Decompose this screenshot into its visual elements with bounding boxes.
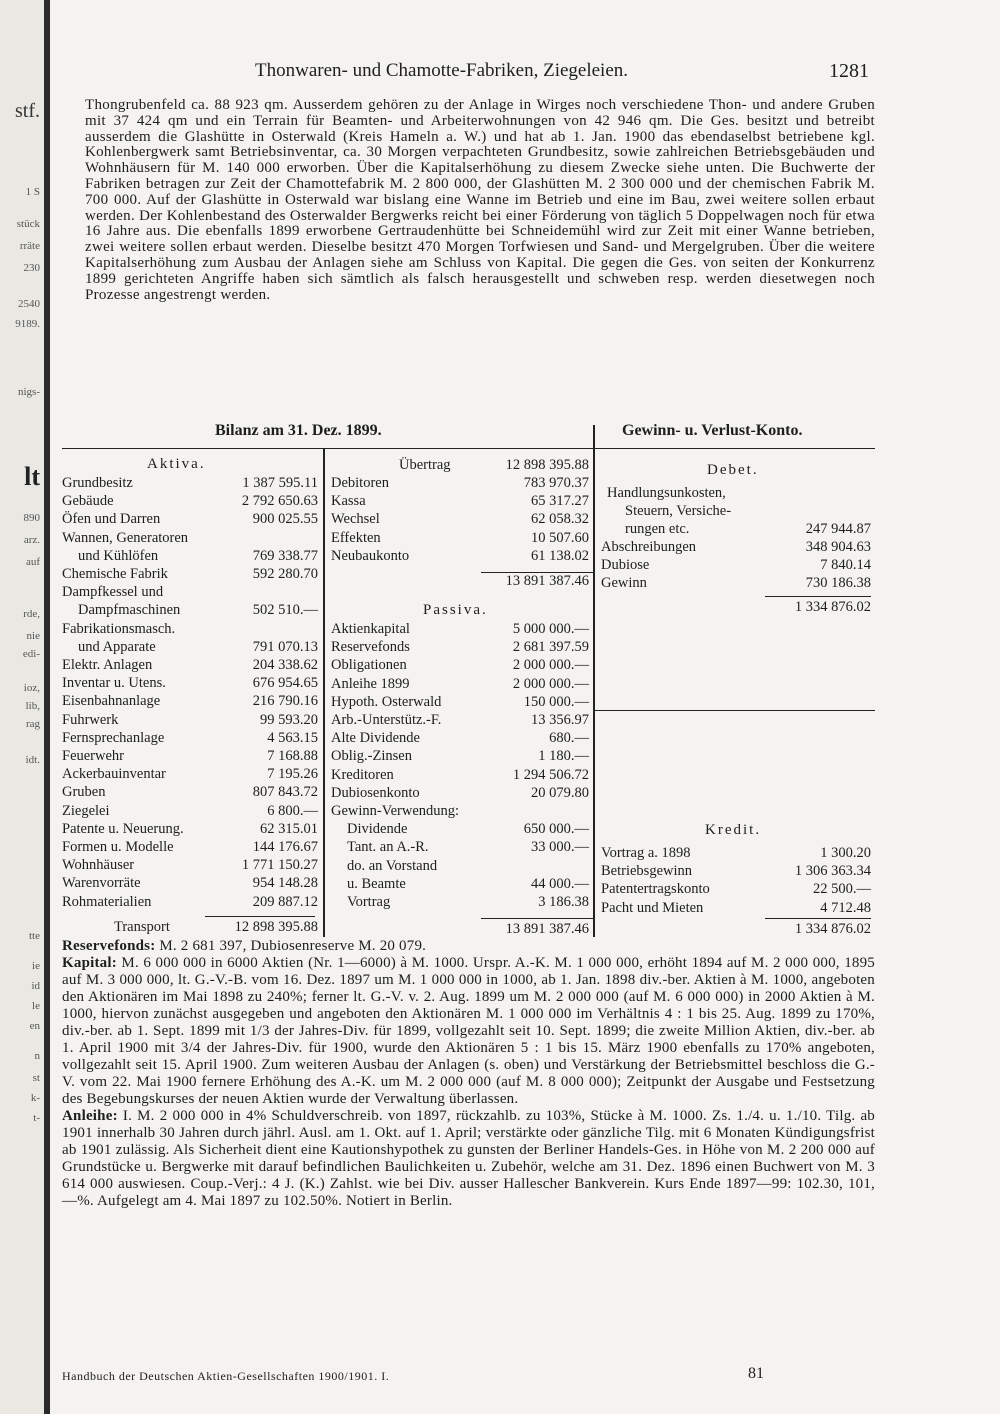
passiva-value: 5 000 000.— <box>512 621 589 637</box>
margin-fragment: 1 S <box>25 186 40 198</box>
margin-fragment: id <box>31 980 40 992</box>
aktiva-row <box>62 783 318 801</box>
anleihe-text: I. M. 2 000 000 in 4% Schuldverschreib. von 1897, rückzahlb. zu 103%, Stücke à M. 1000. Zs. 1./4. u. 1./10. Tilg. ab 1901 innerhalb 30 Jahren durch jährl. Ausl. am 1. Okt. auf 1. April; verstärkte oder gänzliche Tilg. mit 6 Monaten Kündigungsfrist ab 1901 zulässig. Als Sicherheit dient eine Kautionshypothek zu gunsten der Berliner Handels-Ges. in Höhe von M. 2 200 000 auf Grundstücke u. Bergwerke mit darauf befindlichen Baulichkeiten u. Zubehör, welche am 31. Dez. 1896 einen Buchwert von M. 3 614 000 auswiesen. Coup.-Verj.: 4 J. (K.) Zahlst. wie bei Div. ausser Hallescher Bankverein. Kurs Ende 1897—99: 102.30, 101, —%. Aufgelegt am 4. Mai 1897 zu 102.50%. Notiert in Berlin. <box>62 1108 875 1209</box>
guv-top-rule <box>593 448 875 449</box>
passiva-value: 33 000.— <box>531 839 589 856</box>
debet-row <box>601 574 871 592</box>
passiva-label: Hypoth. Osterwald <box>331 693 442 710</box>
aktiva-more-value: 61 138.02 <box>531 547 589 564</box>
aktiva-label: Patente u. Neuerung. <box>62 820 184 837</box>
aktiva-row <box>62 802 318 820</box>
kredit-row <box>601 880 871 898</box>
kredit-value: 1 306 363.34 <box>794 863 871 880</box>
passiva-row <box>331 747 589 765</box>
margin-fragment: nie <box>26 630 40 642</box>
aktiva-row <box>62 656 318 674</box>
passiva-label: Aktienkapital <box>331 621 410 637</box>
passiva-row <box>331 820 589 838</box>
aktiva-value: 99 593.20 <box>260 711 318 728</box>
margin-fragment: st <box>32 1072 40 1084</box>
kredit-row <box>601 899 871 917</box>
aktiva-value: 676 954.65 <box>252 675 318 692</box>
margin-fragment: 890 <box>23 512 40 524</box>
margin-fragment: auf <box>25 556 40 568</box>
passiva-row <box>331 638 589 656</box>
passiva-label: Arb.-Unterstütz.-F. <box>331 712 442 728</box>
aktiva-row <box>62 620 318 638</box>
passiva-label: Tant. an A.-R. <box>347 839 429 856</box>
kredit-row <box>601 844 871 862</box>
aktiva-label: Warenvorräte <box>62 875 141 892</box>
passiva-label: Gewinn-Verwendung: <box>331 803 460 819</box>
kredit-value: 4 712.48 <box>820 899 871 916</box>
aktiva-row <box>62 856 318 874</box>
guv-mid-rule <box>593 710 875 711</box>
margin-fragment: le <box>32 1000 40 1012</box>
aktiva-value: 204 338.62 <box>252 657 318 673</box>
footer-text: Handbuch der Deutschen Aktien-Gesellschaften 1900/1901. I. <box>62 1369 390 1383</box>
aktiva-label: Gebäude <box>62 493 114 510</box>
passiva-value: 13 356.97 <box>531 712 589 728</box>
aktiva-value: 4 563.15 <box>267 729 318 746</box>
passiva-total-row <box>331 920 589 938</box>
aktiva-label: Elektr. Anlagen <box>62 657 153 673</box>
aktiva-total: 13 891 387.46 <box>505 573 589 589</box>
passiva-label: Obligationen <box>331 657 407 674</box>
debet-label: Gewinn <box>601 575 647 592</box>
kredit-total-row <box>601 920 871 938</box>
kredit-value: 22 500.— <box>813 881 871 898</box>
aktiva-value: 7 168.88 <box>267 748 318 764</box>
kredit-total: 1 334 876.02 <box>794 921 871 937</box>
reservefonds-note <box>62 938 875 955</box>
passiva-label: u. Beamte <box>347 875 406 892</box>
aktiva-row <box>62 711 318 729</box>
passiva-row <box>331 711 589 729</box>
page-title: Thonwaren- und Chamotte-Fabriken, Ziegeleien. <box>255 60 629 81</box>
debet-first-label-line: Steuern, Versiche- <box>625 503 732 519</box>
aktiva-label: Dampfkessel und <box>62 584 164 601</box>
aktiva-row <box>62 601 318 619</box>
aktiva-more-label: Effekten <box>331 529 381 546</box>
debet-first-label-line: Handlungsunkosten, <box>607 485 726 501</box>
aktiva-row <box>62 820 318 838</box>
aktiva-more-value: 65 317.27 <box>531 493 589 510</box>
margin-fragment: stf. <box>15 100 40 122</box>
debet-heading: Debet. <box>707 462 759 478</box>
debet-label: Dubiose <box>601 557 650 574</box>
aktiva-total-row <box>331 572 589 590</box>
aktiva-row <box>62 638 318 656</box>
aktiva-heading: Aktiva. <box>147 456 206 472</box>
aktiva-row <box>62 765 318 783</box>
aktiva-value: 807 843.72 <box>252 784 318 801</box>
intro-paragraph: Thongrubenfeld ca. 88 923 qm. Ausserdem gehören zu der Anlage in Wirges noch verschiedene Thon- und andere Gruben mit 37 424 qm und ein Terrain für Beamten- und Arbeiterwohnungen von 42 946 qm. Die Ges. besitzt und betreibt ausserdem die Glashütte in Osterwald (Kreis Hameln a. W.) und hat ab 1. Jan. 1900 das ebendaselbst betriebene kgl. Kohlenbergwerk samt Betriebsinventar, ca. 30 Morgen verpachteten Grundbesitz, sowie zahlreichen Betriebsgebäuden und Wohnhäusern für M. 140 000 erworben. Über die Kapitalserhöhung zu diesem Zwecke siehe unten. Die Buchwerte der Fabriken betragen zur Zeit der Chamottefabrik M. 2 800 000, der Glashütten M. 2 300 000 und der chemischen Fabrik M. 700 000. Auf der Glashütte in Osterwald war bislang eine Wanne im Betrieb und eine im Bau, zwei weitere sollen erbaut werden. Der Kohlenbestand des Osterwalder Bergwerks reicht bei einer Förderung von täglich 5 Doppelwagen noch für etwa 16 Jahre aus. Die ebenfalls 1899 erworbene Gertraudenhütte bei Schneidemühl wird zur Zeit mit einer Wanne betrieben, zwei weitere sollen erbaut werden. Dieselbe besitzt 470 Morgen Torfwiesen und Sand- und Mergelgruben. Über die weitere Kapitalserhöhung zum Ausbau der Anlagen siehe am Schluss von Kapital. Die gegen die Ges. von seiten der Konkurrenz 1899 gerichteten Angriffe haben sich sämtlich als falsch herausgestellt und schweben resp. werden diesetwegen noch Prozesse angestrengt werden. <box>85 97 875 303</box>
aktiva-row <box>62 474 318 492</box>
passiva-label: Reservefonds <box>331 639 410 656</box>
aktiva-more-value: 783 970.37 <box>523 475 589 491</box>
aktiva-label: Öfen und Darren <box>62 511 161 528</box>
aktiva-row <box>62 510 318 528</box>
reservefonds-text: M. 2 681 397, Dubiosenreserve M. 20 079. <box>159 938 427 954</box>
margin-fragment: rag <box>25 718 40 730</box>
passiva-label: Anleihe 1899 <box>331 675 410 692</box>
kredit-label: Vortrag a. 1898 <box>601 845 691 861</box>
passiva-label: Kreditoren <box>331 766 394 783</box>
passiva-value: 2 000 000.— <box>512 657 589 674</box>
aktiva-label: Gruben <box>62 784 106 801</box>
aktiva-value: 2 792 650.63 <box>241 493 318 510</box>
aktiva-label: Wannen, Generatoren <box>62 529 189 546</box>
margin-fragment: idt. <box>25 754 40 766</box>
aktiva-row <box>62 893 318 911</box>
aktiva-value: 7 195.26 <box>267 766 318 783</box>
debet-first-label-line: rungen etc. <box>625 521 690 537</box>
debet-total-row <box>601 598 871 616</box>
aktiva-label: Dampfmaschinen <box>78 602 181 619</box>
passiva-label: Alte Dividende <box>331 730 420 747</box>
margin-fragment: lib, <box>25 700 40 712</box>
kredit-total-rule <box>765 918 871 919</box>
margin-fragment: tte <box>29 930 40 942</box>
aktiva-label: Fuhrwerk <box>62 711 119 728</box>
aktiva-more-label: Kassa <box>331 493 366 510</box>
aktiva-row <box>62 838 318 856</box>
aktiva-value: 791 070.13 <box>252 638 318 655</box>
aktiva-row <box>62 692 318 710</box>
margin-fragment: rräte <box>19 240 40 252</box>
transport-value: 12 898 395.88 <box>234 919 318 935</box>
passiva-value: 1 294 506.72 <box>512 766 589 783</box>
margin-fragment: k- <box>30 1092 40 1104</box>
debet-value: 7 840.14 <box>820 557 871 574</box>
passiva-value: 44 000.— <box>531 875 589 892</box>
anleihe-note <box>62 1108 875 1210</box>
kredit-label: Patentertragskonto <box>601 881 710 898</box>
page-header <box>85 60 875 86</box>
passiva-row <box>331 766 589 784</box>
debet-value: 348 904.63 <box>805 539 871 555</box>
aktiva-label: Ziegelei <box>62 802 110 819</box>
passiva-label: Oblig.-Zinsen <box>331 748 412 765</box>
passiva-row <box>331 656 589 674</box>
section-divider-rule <box>593 425 595 937</box>
aktiva-row <box>62 529 318 547</box>
aktiva-more-value: 10 507.60 <box>531 529 589 546</box>
aktiva-sum-rule <box>205 916 315 917</box>
scan-binding-bar <box>44 0 50 1414</box>
kredit-heading: Kredit. <box>705 822 762 838</box>
kredit-label: Pacht und Mieten <box>601 899 704 916</box>
uebertrag-value: 12 898 395.88 <box>505 457 589 473</box>
aktiva-row <box>62 874 318 892</box>
guv-title: Gewinn- u. Verlust-Konto. <box>622 422 803 439</box>
aktiva-row <box>62 747 318 765</box>
page-number: 1281 <box>829 60 869 82</box>
kapital-text: M. 6 000 000 in 6000 Aktien (Nr. 1—6000) à M. 1000. Urspr. A.-K. M. 1 000 000, erhöht 1894 auf M. 2 000 000, 1895 auf M. 3 000 000, lt. G.-V.-B. vom 16. Dez. 1897 um M. 1 000 000 in 1000, ab 1. Jan. 1898 div.-ber. Aktien à M. 1000, angeboten den Aktionären im Mai 1898 zu 240%; ferner lt. G.-V. v. 2. Aug. 1899 um M. 2 000 000 (auf M. 6 000 000) in 2000 Aktien à M. 1000, hiervon zunächst ausgegeben und angeboten den Aktionären M. 1 000 000 im Verhältnis 4 : 1 bis 25. Aug. 1899 zu 170%, div.-ber. ab 1. Sept. 1899 mit 1/3 der Jahres-Div. für 1899, vollgezahlt seit 10. Sept. 1899; die zweite Million Aktien, div.-ber. ab 1. April 1900 mit 3/4 der Jahres-Div. für 1900, wurde den Aktionären 5 : 1 bis 15. März 1900 ebenfalls zu 170% angeboten, vollgezahlt seit 15. April 1900. Zum weiteren Ausbau der Anlagen (s. oben) und Verstärkung der Betriebsmittel beschloss die G.-V. vom 22. Mai 1900 fernere Erhöhung des A.-K. um M. 2 000 000 (auf M. 8 000 000); Zeitpunkt der Ausgabe und Festsetzung des Begebungskurses der neuen Aktien wurde der Verwaltung überlassen. <box>62 955 876 1107</box>
reservefonds-label: Reservefonds: <box>62 938 156 954</box>
kapital-label: Kapital: <box>62 955 117 971</box>
aktiva-label: Inventar u. Utens. <box>62 675 166 692</box>
passiva-label: do. an Vorstand <box>347 857 438 874</box>
aktiva-label: und Apparate <box>78 638 156 655</box>
aktiva-label: Feuerwehr <box>62 748 125 764</box>
debet-first-row <box>601 520 871 538</box>
passiva-value: 3 186.38 <box>538 894 589 910</box>
aktiva-label: Formen u. Modelle <box>62 839 174 855</box>
passiva-heading: Passiva. <box>423 602 488 618</box>
aktiva-label: und Kühlöfen <box>78 547 159 564</box>
passiva-value: 680.— <box>549 730 589 747</box>
aktiva-more-row <box>331 492 589 510</box>
bilanz-title: Bilanz am 31. Dez. 1899. <box>215 422 382 439</box>
aktiva-value: 592 280.70 <box>252 566 318 582</box>
aktiva-row <box>62 583 318 601</box>
aktiva-more-label: Wechsel <box>331 511 380 528</box>
aktiva-label: Chemische Fabrik <box>62 566 168 582</box>
debet-total: 1 334 876.02 <box>794 599 871 615</box>
passiva-value: 2 681 397.59 <box>512 639 589 656</box>
aktiva-more-label: Neubaukonto <box>331 547 410 564</box>
kapital-note <box>62 955 875 1108</box>
aktiva-value: 502 510.— <box>252 602 318 619</box>
aktiva-label: Grundbesitz <box>62 475 133 491</box>
passiva-total-rule <box>481 918 593 919</box>
uebertrag-row <box>331 456 589 474</box>
margin-fragment: stück <box>16 218 40 230</box>
passiva-label: Vortrag <box>347 894 391 910</box>
passiva-row <box>331 784 589 802</box>
margin-fragment: nigs- <box>18 386 40 398</box>
aktiva-more-value: 62 058.32 <box>531 511 589 528</box>
aktiva-value: 769 338.77 <box>252 547 318 564</box>
aktiva-value: 1 387 595.11 <box>242 475 318 491</box>
kredit-label: Betriebsgewinn <box>601 863 693 880</box>
transport-label: Transport <box>114 919 170 935</box>
aktiva-label: Fernsprechanlage <box>62 729 165 746</box>
passiva-row <box>331 620 589 638</box>
margin-fragment: arz. <box>23 534 40 546</box>
margin-fragment: t- <box>33 1112 40 1124</box>
aktiva-value: 900 025.55 <box>252 511 318 528</box>
aktiva-value: 209 887.12 <box>252 893 318 910</box>
notes-section <box>62 938 875 1210</box>
kredit-row <box>601 862 871 880</box>
debet-total-rule <box>765 596 871 597</box>
aktiva-label: Ackerbauinventar <box>62 766 166 783</box>
passiva-row <box>331 729 589 747</box>
margin-fragment: 9189. <box>15 318 40 330</box>
margin-fragment: lt <box>24 462 40 491</box>
aktiva-label: Wohnhäuser <box>62 857 135 874</box>
debet-value: 730 186.38 <box>805 575 871 592</box>
aktiva-value: 954 148.28 <box>252 875 318 892</box>
footer-sheet-number: 81 <box>748 1365 764 1382</box>
passiva-value: 1 180.— <box>538 748 589 765</box>
passiva-row <box>331 675 589 693</box>
anleihe-label: Anleihe: <box>62 1108 118 1124</box>
aktiva-more-row <box>331 510 589 528</box>
debet-label: Abschreibungen <box>601 539 697 555</box>
transport-row <box>62 918 318 936</box>
passiva-value: 20 079.80 <box>531 784 589 801</box>
aktiva-value: 62 315.01 <box>260 820 318 837</box>
aktiva-value: 6 800.— <box>267 802 318 819</box>
aktiva-more-row <box>331 529 589 547</box>
aktiva-label: Fabrikationsmasch. <box>62 620 176 637</box>
margin-fragment: 2540 <box>18 298 40 310</box>
margin-fragment: ie <box>32 960 40 972</box>
passiva-row <box>331 875 589 893</box>
passiva-row <box>331 893 589 911</box>
aktiva-row <box>62 674 318 692</box>
aktiva-value: 216 790.16 <box>252 693 318 710</box>
aktiva-more-row <box>331 474 589 492</box>
aktiva-value: 1 771 150.27 <box>241 857 318 874</box>
passiva-value: 2 000 000.— <box>512 675 589 692</box>
debet-first-value: 247 944.87 <box>805 521 871 537</box>
margin-fragment: rde, <box>23 608 40 620</box>
passiva-row <box>331 802 589 820</box>
aktiva-row <box>62 729 318 747</box>
aktiva-label: Rohmaterialien <box>62 893 152 910</box>
passiva-row <box>331 838 589 856</box>
margin-fragment: 230 <box>23 262 40 274</box>
aktiva-value: 144 176.67 <box>252 839 318 855</box>
passiva-row <box>331 857 589 875</box>
debet-row <box>601 556 871 574</box>
bilanz-top-rule <box>62 448 593 449</box>
margin-fragment: ioz, <box>23 682 40 694</box>
debet-row <box>601 538 871 556</box>
uebertrag-label: Übertrag <box>399 457 451 473</box>
aktiva-more-row <box>331 547 589 565</box>
margin-fragment: en <box>29 1020 40 1032</box>
aktiva-label: Eisenbahnanlage <box>62 693 161 710</box>
passiva-label: Dividende <box>347 821 408 838</box>
passiva-row <box>331 693 589 711</box>
aktiva-row <box>62 492 318 510</box>
aktiva-row <box>62 565 318 583</box>
margin-fragment: edi- <box>22 648 40 660</box>
margin-fragment: n <box>34 1050 40 1062</box>
passiva-total: 13 891 387.46 <box>505 921 589 937</box>
kredit-value: 1 300.20 <box>820 845 871 861</box>
passiva-label: Dubiosenkonto <box>331 784 420 801</box>
passiva-value: 650 000.— <box>523 821 589 838</box>
aktiva-row <box>62 547 318 565</box>
bilanz-center-rule <box>323 448 325 937</box>
aktiva-more-label: Debitoren <box>331 475 389 491</box>
passiva-value: 150 000.— <box>523 693 589 710</box>
